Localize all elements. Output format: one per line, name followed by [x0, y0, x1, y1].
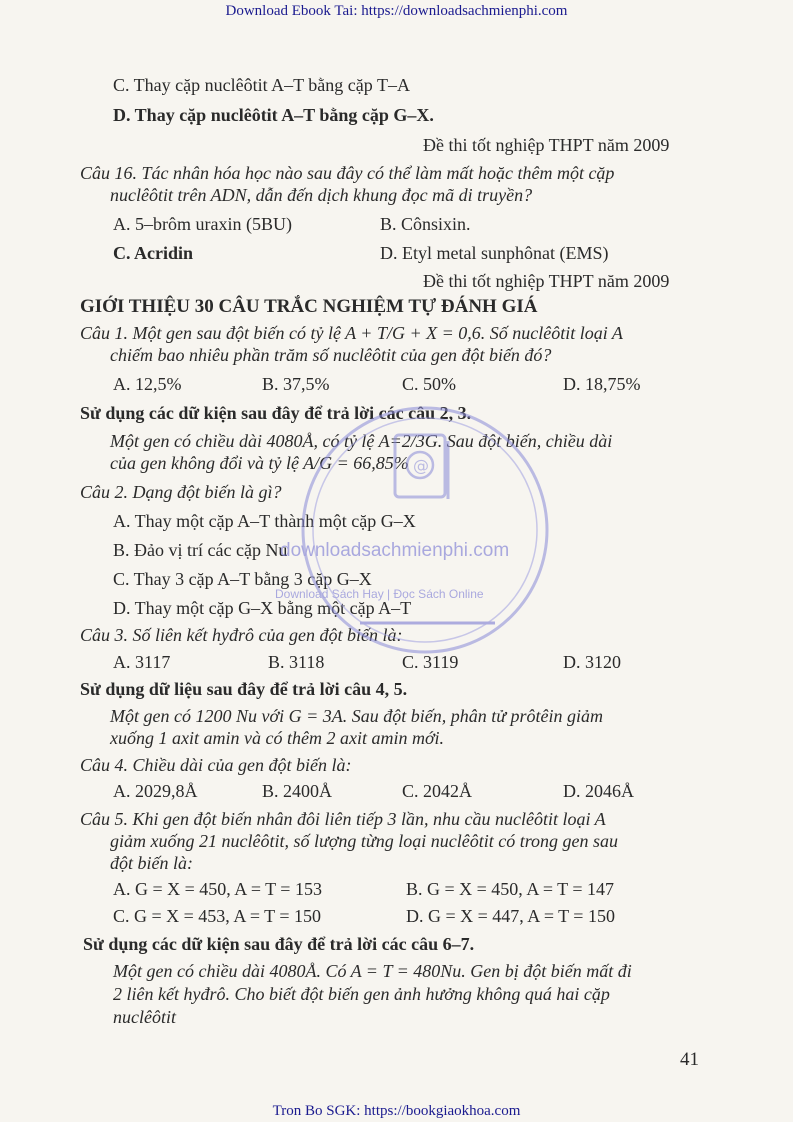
- question-5-text-cont: đột biến là:: [110, 853, 193, 873]
- data-paragraph-cont: xuống 1 axit amin và có thêm 2 axit amin mới.: [110, 728, 445, 748]
- q4-option-c: C. 2042Å: [402, 781, 473, 801]
- q2-option-b: B. Đảo vị trí các cặp Nu: [113, 540, 288, 560]
- data-paragraph: Một gen có chiều dài 4080Å. Có A = T = 480Nu. Gen bị đột biến mất đi: [113, 961, 632, 981]
- q5-option-a: A. G = X = 450, A = T = 153: [113, 879, 322, 899]
- page-number: 41: [680, 1049, 699, 1070]
- question-1-text-cont: chiếm bao nhiêu phần trăm số nuclêôtit của gen đột biến đó?: [110, 345, 552, 365]
- q1-option-d: D. 18,75%: [563, 374, 641, 394]
- data-instruction: Sử dụng các dữ kiện sau đây để trả lời các câu 6–7.: [83, 934, 475, 954]
- answer-option-d: D. Thay cặp nuclêôtit A–T bằng cặp G–X.: [113, 105, 434, 125]
- question-2-text: Câu 2. Dạng đột biến là gì?: [80, 482, 282, 502]
- q2-option-c: C. Thay 3 cặp A–T bằng 3 cặp G–X: [113, 569, 372, 589]
- q5-option-b: B. G = X = 450, A = T = 147: [406, 879, 614, 899]
- data-instruction: Sử dụng các dữ kiện sau đây để trả lời các câu 2, 3.: [80, 403, 472, 423]
- q1-option-b: B. 37,5%: [262, 374, 330, 394]
- q2-option-d: D. Thay một cặp G–X bằng một cặp A–T: [113, 598, 412, 618]
- question-4-text: Câu 4. Chiều dài của gen đột biến là:: [80, 755, 352, 775]
- watermark-seal-icon: [300, 405, 550, 655]
- q3-option-b: B. 3118: [268, 652, 325, 672]
- question-3-text: Câu 3. Số liên kết hyđrô của gen đột biến là:: [80, 625, 403, 645]
- footer-sgk-link[interactable]: Tron Bo SGK: https://bookgiaokhoa.com: [272, 1103, 521, 1119]
- question-1-text: Câu 1. Một gen sau đột biến có tỷ lệ A + T/G + X = 0,6. Số nuclêôtit loại A: [80, 323, 623, 343]
- data-paragraph: Một gen có 1200 Nu với G = 3A. Sau đột biến, phân tử prôtêin giảm: [110, 706, 604, 726]
- q4-option-a: A. 2029,8Å: [113, 781, 198, 801]
- watermark-tagline: Download Sách Hay | Đọc Sách Online: [275, 587, 484, 601]
- data-paragraph-cont: của gen không đổi và tỷ lệ A/G = 66,85%: [110, 453, 409, 473]
- q3-option-c: C. 3119: [402, 652, 459, 672]
- q3-option-d: D. 3120: [563, 652, 621, 672]
- data-paragraph-cont: nuclêôtit: [113, 1007, 176, 1027]
- q1-option-c: C. 50%: [402, 374, 456, 394]
- question-5-text-cont: giảm xuống 21 nuclêôtit, số lượng từng loại nuclêôtit có trong gen sau: [110, 831, 619, 851]
- q16-option-a: A. 5–brôm uraxin (5BU): [113, 214, 292, 234]
- answer-option-c: C. Thay cặp nuclêôtit A–T bằng cặp T–A: [113, 75, 410, 95]
- question-5-text: Câu 5. Khi gen đột biến nhân đôi liên tiếp 3 lần, nhu cầu nuclêôtit loại A: [80, 809, 606, 829]
- exam-source: Đề thi tốt nghiệp THPT năm 2009: [423, 271, 670, 291]
- question-16-text: Câu 16. Tác nhân hóa học nào sau đây có thể làm mất hoặc thêm một cặp: [80, 163, 615, 183]
- data-paragraph: Một gen có chiều dài 4080Å, có tỷ lệ A=2/3G. Sau đột biến, chiều dài: [110, 431, 613, 451]
- q16-option-b: B. Cônsixin.: [380, 214, 471, 234]
- q3-option-a: A. 3117: [113, 652, 171, 672]
- data-instruction: Sử dụng dữ liệu sau đây để trả lời câu 4, 5.: [80, 679, 408, 699]
- q5-option-d: D. G = X = 447, A = T = 150: [406, 906, 615, 926]
- q2-option-a: A. Thay một cặp A–T thành một cặp G–X: [113, 511, 416, 531]
- question-16-text-cont: nuclêôtit trên ADN, dẫn đến dịch khung đọc mã di truyền?: [110, 185, 533, 205]
- q1-option-a: A. 12,5%: [113, 374, 182, 394]
- svg-text:@: @: [413, 456, 429, 475]
- watermark-site-name: downloadsachmienphi.com: [280, 540, 510, 561]
- exam-source: Đề thi tốt nghiệp THPT năm 2009: [423, 135, 670, 155]
- q4-option-b: B. 2400Å: [262, 781, 333, 801]
- data-paragraph-cont: 2 liên kết hyđrô. Cho biết đột biến gen ảnh hưởng không quá hai cặp: [113, 984, 610, 1004]
- q4-option-d: D. 2046Å: [563, 781, 634, 801]
- q16-option-c: C. Acridin: [113, 243, 194, 263]
- header-download-link[interactable]: Download Ebook Tai: https://downloadsachmienphi.com: [225, 3, 568, 19]
- q5-option-c: C. G = X = 453, A = T = 150: [113, 906, 321, 926]
- section-heading: GIỚI THIỆU 30 CÂU TRẮC NGHIỆM TỰ ĐÁNH GIÁ: [80, 296, 538, 317]
- q16-option-d: D. Etyl metal sunphônat (EMS): [380, 243, 609, 263]
